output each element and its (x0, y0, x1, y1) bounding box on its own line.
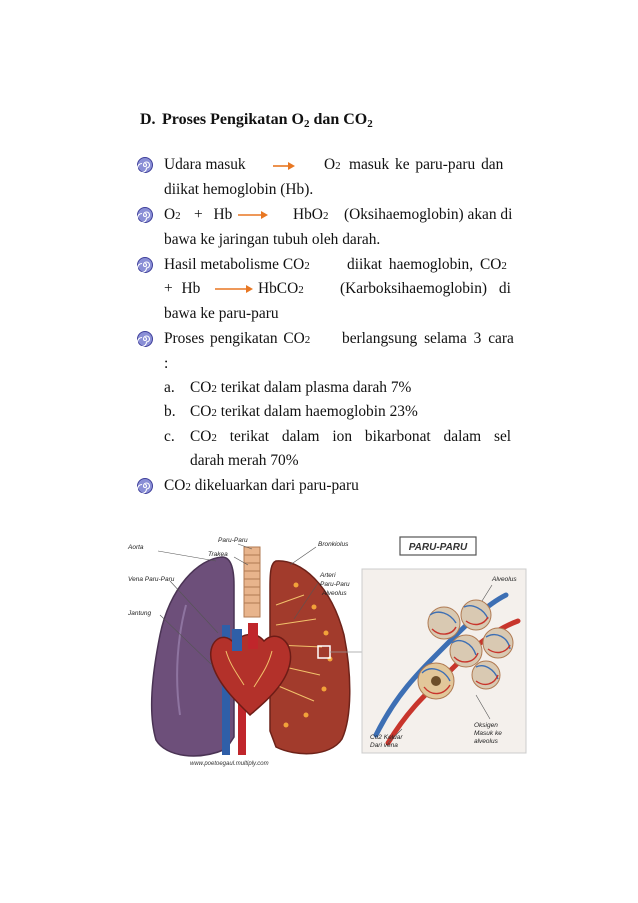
label-arteri: Arteri (320, 572, 336, 579)
bullet-2-line-1d: (Oksihaemoglobin) akan di (344, 206, 513, 223)
spiral-bullet-icon (136, 477, 154, 495)
arrow-right-icon (214, 284, 254, 294)
heading-co2-subscript: 2 (367, 118, 373, 130)
list-marker-c: c. (164, 428, 175, 445)
process-text: Proses pengikatan CO (164, 330, 305, 347)
arrow-right-icon (272, 161, 296, 171)
label-co2-keluar: Co2 Keluar (370, 734, 403, 741)
label-alveolus-2: alveolus (474, 738, 498, 745)
label-alveolus: Alveolus (492, 576, 517, 583)
label-jantung: Jantung (128, 610, 152, 617)
spiral-bullet-icon (136, 330, 154, 348)
bullet-2-hbo2 (293, 206, 328, 225)
bullet-2-plus-hb: + Hb (194, 206, 233, 223)
co2-text: CO (190, 379, 212, 396)
bullet-4-line-1b: berlangsung selama 3 cara (342, 330, 514, 347)
co2-text: CO (164, 477, 186, 494)
co2-text: CO (190, 403, 212, 420)
list-marker-b: b. (164, 403, 176, 420)
label-masuk-ke: Masuk ke (474, 730, 502, 737)
section-number: D. (140, 111, 156, 128)
label-paru-paru: Paru-Paru (218, 537, 248, 544)
heading-text-and: dan CO (309, 111, 368, 128)
section-heading (140, 111, 373, 129)
label-bronkiolus: Bronkiolus (318, 541, 349, 548)
bullet-1-line-1a: Udara masuk (164, 156, 246, 173)
bullet-3-plus-hb: + Hb (164, 280, 201, 297)
list-item-c-text: terikat dalam ion bikarbonat dalam sel (229, 428, 512, 445)
bullet-2-line-2: bawa ke jaringan tubuh oleh darah. (164, 231, 381, 248)
label-vena-paru-paru: Vena Paru-Paru (128, 576, 175, 583)
label-dari-vena: Dari vena (370, 742, 398, 749)
haemoglobin-text: diikat haemoglobin, CO (347, 256, 502, 273)
bullet-2-o2 (164, 206, 181, 225)
co2-subscript: 2 (304, 260, 310, 272)
label-trakea: Trakea (208, 551, 228, 558)
co2-subscript: 2 (211, 432, 217, 444)
bullet-1-line-2: diikat hemoglobin (Hb). (164, 181, 314, 198)
co2-subscript: 2 (211, 407, 217, 419)
list-item-a-text: terikat dalam plasma darah 7% (220, 379, 412, 396)
o2-text: O (324, 156, 336, 173)
spiral-bullet-icon (136, 156, 154, 174)
bullet-3-line-2c: (Karboksihaemoglobin) di (340, 280, 511, 297)
list-item-a (190, 379, 411, 398)
bullet-4-line-1a (164, 330, 310, 349)
label-oksigen: Oksigen (474, 722, 498, 729)
bullet-4-line-2: : (164, 355, 169, 372)
spiral-bullet-icon (136, 256, 154, 274)
o2-subscript: 2 (335, 160, 341, 172)
label-alveolus-small: Alveolus (322, 590, 347, 597)
source-url: www.poetoegaul.multiply.com (190, 761, 269, 767)
co2-subscript: 2 (501, 260, 507, 272)
label-arteri-paru-paru: Paru-Paru (320, 581, 350, 588)
bullet-1-line-1c: masuk ke paru-paru dan (349, 156, 504, 173)
heading-text-prefix: Proses Pengikatan O (162, 111, 304, 128)
bullet-3-line-1a (164, 256, 310, 275)
co2-subscript: 2 (211, 383, 217, 395)
hbo2-subscript: 2 (322, 210, 329, 222)
hbco-text: HbCO (258, 280, 299, 297)
o2-text: O (164, 206, 176, 223)
bullet-3-hbco2 (258, 280, 304, 299)
label-aorta: Aorta (128, 544, 144, 551)
bullet-5 (164, 477, 359, 496)
metabolism-text: Hasil metabolisme CO (164, 256, 305, 273)
bullet-3-line-1b (347, 256, 507, 275)
inset-title: PARU-PARU (408, 542, 468, 553)
bullet-5-text: dikeluarkan dari paru-paru (194, 477, 359, 494)
bullet-1-o2 (324, 156, 341, 175)
bullet-3-line-3: bawa ke paru-paru (164, 305, 279, 322)
co2-subscript: 2 (185, 481, 191, 493)
list-marker-a: a. (164, 379, 175, 396)
o2-subscript: 2 (175, 210, 181, 222)
co2-subscript: 2 (304, 334, 311, 346)
list-item-c-line-2: darah merah 70% (190, 452, 299, 469)
hbco2-subscript: 2 (298, 284, 304, 296)
lungs-heart-illustration (126, 525, 530, 775)
list-item-b-text: terikat dalam haemoglobin 23% (220, 403, 418, 420)
arrow-right-icon (237, 210, 269, 220)
spiral-bullet-icon (136, 206, 154, 224)
co2-text: CO (190, 428, 212, 445)
list-item-c (190, 428, 511, 447)
list-item-b (190, 403, 418, 422)
hbo2-text: HbO (293, 206, 323, 223)
heading-o2-subscript: 2 (303, 118, 310, 130)
